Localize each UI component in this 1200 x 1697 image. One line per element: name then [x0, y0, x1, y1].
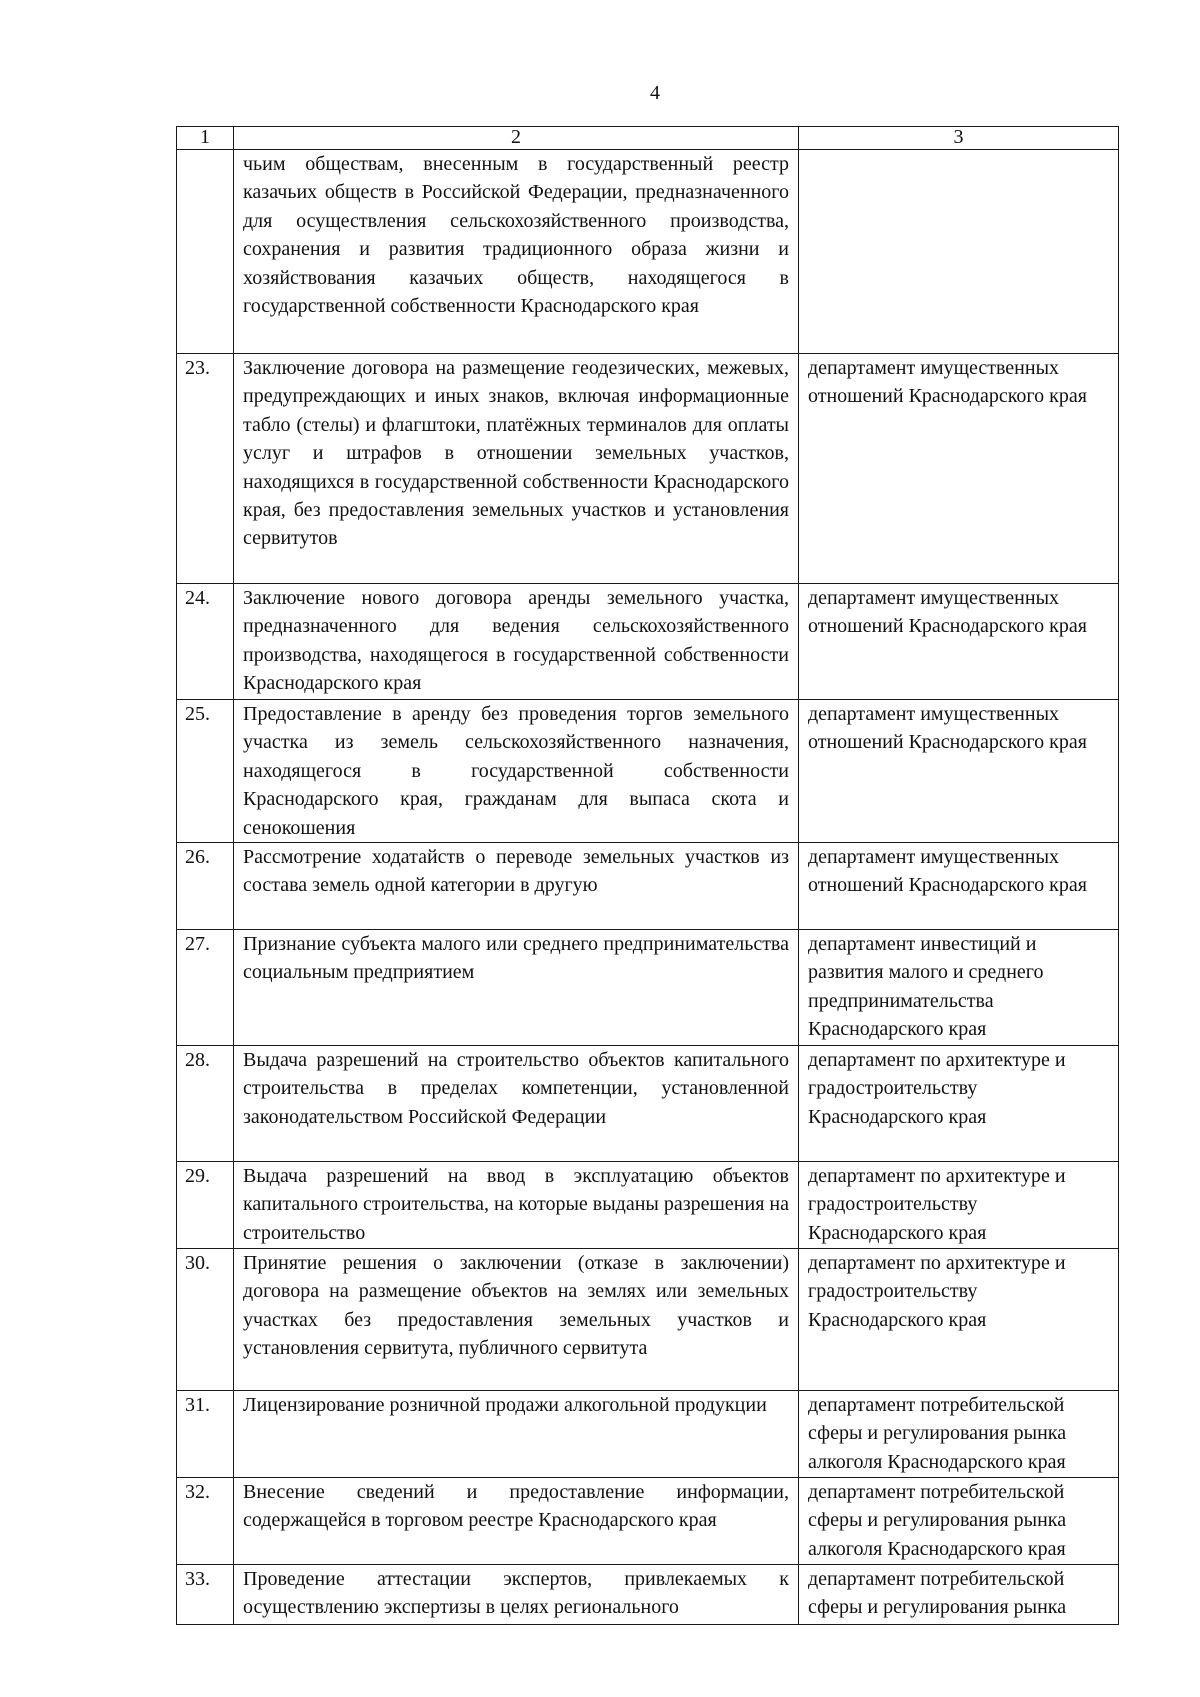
table-row: [177, 1162, 1119, 1249]
table-row: [177, 1478, 1119, 1565]
row-number: 33.: [177, 1565, 234, 1625]
responsible-department: департамент по архитектуре и градостроительству Краснодарского края: [799, 1162, 1119, 1249]
row-number: [177, 150, 234, 354]
header-col-2: 2: [234, 127, 799, 150]
table-row: [177, 1046, 1119, 1162]
table-row: [177, 584, 1119, 700]
responsible-department: департамент потребительской сферы и регулирования рынка алкоголя Краснодарского края: [799, 1478, 1119, 1565]
header-col-3: 3: [799, 127, 1119, 150]
table-row: [177, 150, 1119, 354]
table-row: [177, 843, 1119, 930]
row-number: 25.: [177, 700, 234, 843]
table-row: [177, 1565, 1119, 1625]
row-number: 27.: [177, 930, 234, 1046]
table-header-row: [177, 127, 1119, 150]
service-description: чьим обществам, внесенным в государственный реестр казачьих обществ в Российской Федерации, предназначенного для осуществления сельскохозяйственного производства, сохранения и развития традиционного образа жизни и хозяйствования казачьих обществ, находящегося в государственной собственности Краснодарского края: [234, 150, 799, 354]
service-description: Принятие решения о заключении (отказе в заключении) договора на размещение объектов на землях или земельных участках без предоставления земельных участков и установления сервитута, публичного сервитута: [234, 1249, 799, 1391]
row-number: 32.: [177, 1478, 234, 1565]
service-description: Выдача разрешений на строительство объектов капитального строительства в пределах компетенции, установленной законодательством Российской Федерации: [234, 1046, 799, 1162]
service-description: Предоставление в аренду без проведения торгов земельного участка из земель сельскохозяйственного назначения, находящегося в государственной собственности Краснодарского края, гражданам для выпаса скота и сенокошения: [234, 700, 799, 843]
service-description: Рассмотрение ходатайств о переводе земельных участков из состава земель одной категории в другую: [234, 843, 799, 930]
service-description: Заключение договора на размещение геодезических, межевых, предупреждающих и иных знаков, включая информационные табло (стелы) и флагштоки, платёжных терминалов для оплаты услуг и штрафов в отношении земельных участков, находящихся в государственной собственности Краснодарского края, без предоставления земельных участков и установления сервитутов: [234, 354, 799, 584]
row-number: 24.: [177, 584, 234, 700]
responsible-department: департамент имущественных отношений Краснодарского края: [799, 843, 1119, 930]
header-col-1: 1: [177, 127, 234, 150]
service-description: Внесение сведений и предоставление информации, содержащейся в торговом реестре Краснодарского края: [234, 1478, 799, 1565]
service-description: Заключение нового договора аренды земельного участка, предназначенного для ведения сельскохозяйственного производства, находящегося в государственной собственности Краснодарского края: [234, 584, 799, 700]
row-number: 30.: [177, 1249, 234, 1391]
service-description: Признание субъекта малого или среднего предпринимательства социальным предприятием: [234, 930, 799, 1046]
services-table: [176, 126, 1119, 1625]
row-number: 26.: [177, 843, 234, 930]
row-number: 29.: [177, 1162, 234, 1249]
table-row: [177, 930, 1119, 1046]
responsible-department: департамент имущественных отношений Краснодарского края: [799, 584, 1119, 700]
row-number: 23.: [177, 354, 234, 584]
table-row: [177, 1249, 1119, 1391]
service-description: Проведение аттестации экспертов, привлекаемых к осуществлению экспертизы в целях регионального: [234, 1565, 799, 1625]
table-row: [177, 354, 1119, 584]
responsible-department: [799, 150, 1119, 354]
responsible-department: департамент потребительской сферы и регулирования рынка алкоголя Краснодарского края: [799, 1391, 1119, 1478]
responsible-department: департамент инвестиций и развития малого и среднего предпринимательства Краснодарского края: [799, 930, 1119, 1046]
page-number: 4: [650, 82, 660, 104]
responsible-department: департамент имущественных отношений Краснодарского края: [799, 700, 1119, 843]
responsible-department: департамент имущественных отношений Краснодарского края: [799, 354, 1119, 584]
responsible-department: департамент по архитектуре и градостроительству Краснодарского края: [799, 1249, 1119, 1391]
responsible-department: департамент по архитектуре и градостроительству Краснодарского края: [799, 1046, 1119, 1162]
service-description: Выдача разрешений на ввод в эксплуатацию объектов капитального строительства, на которые выданы разрешения на строительство: [234, 1162, 799, 1249]
service-description: Лицензирование розничной продажи алкогольной продукции: [234, 1391, 799, 1478]
row-number: 28.: [177, 1046, 234, 1162]
table-row: [177, 1391, 1119, 1478]
row-number: 31.: [177, 1391, 234, 1478]
table-row: [177, 700, 1119, 843]
responsible-department: департамент потребительской сферы и регулирования рынка: [799, 1565, 1119, 1625]
